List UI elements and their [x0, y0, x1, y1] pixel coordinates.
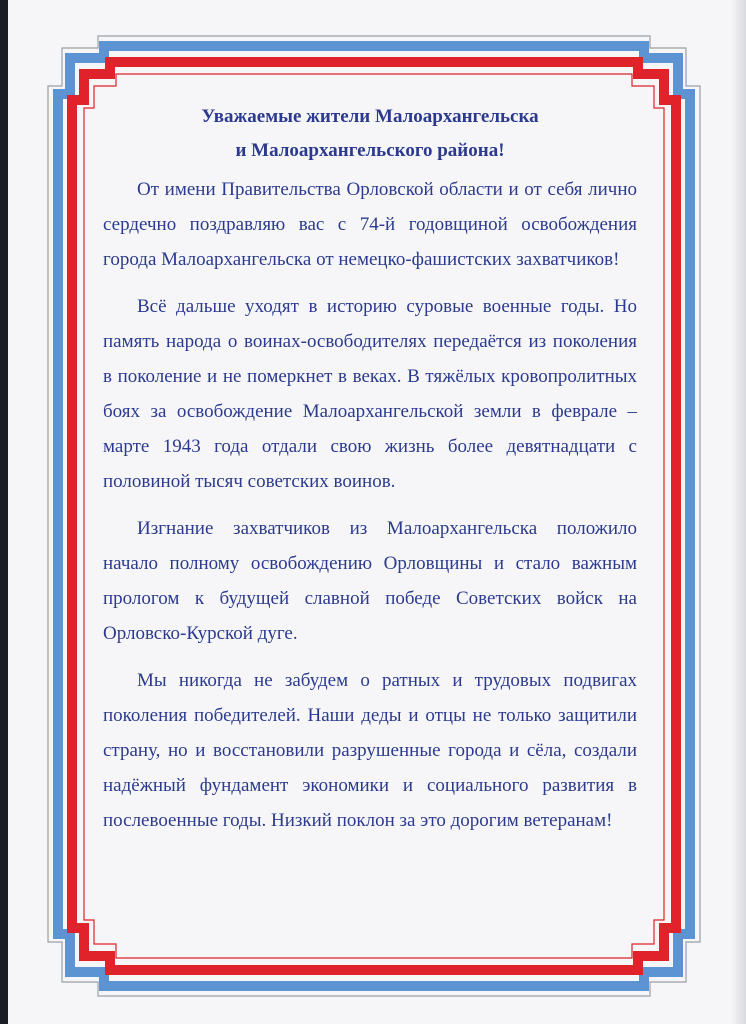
letter-heading-line-2: и Малоархангельского района! [235, 140, 505, 161]
paragraph-1: От имени Правительства Орловской области и от себя лично сердечно поздравляю вас с 74-й годовщиной освобождения города Малоархангельска от немецко-фашистских захватчиков! [103, 179, 637, 270]
letter-body [103, 100, 637, 850]
letter-heading-line-1: Уважаемые жители Малоархангельска [201, 106, 539, 127]
paragraph-4: Мы никогда не забудем о ратных и трудовых подвигах поколения победителей. Наши деды и отцы не только защитили страну, но и восстановили разрушенные города и сёла, создали надёжный фундамент экономики и социального развития в послевоенные годы. Низкий поклон за это дорогим ветеранам! [103, 670, 637, 831]
paragraph-2: Всё дальше уходят в историю суровые военные годы. Но память народа о воинах-освободителях передаётся из поколения в поколение и не померкнет в веках. В тяжёлых кровопролитных боях за освобождение Малоархангельской земли в феврале – марте 1943 года отдали свою жизнь более девятнадцати с половиной тысяч советских воинов. [103, 296, 637, 492]
paragraph-3: Изгнание захватчиков из Малоархангельска положило начало полному освобождению Орловщины и стало важным прологом к будущей славной победе Советских войск на Орловско-Курской дуге. [103, 518, 637, 644]
